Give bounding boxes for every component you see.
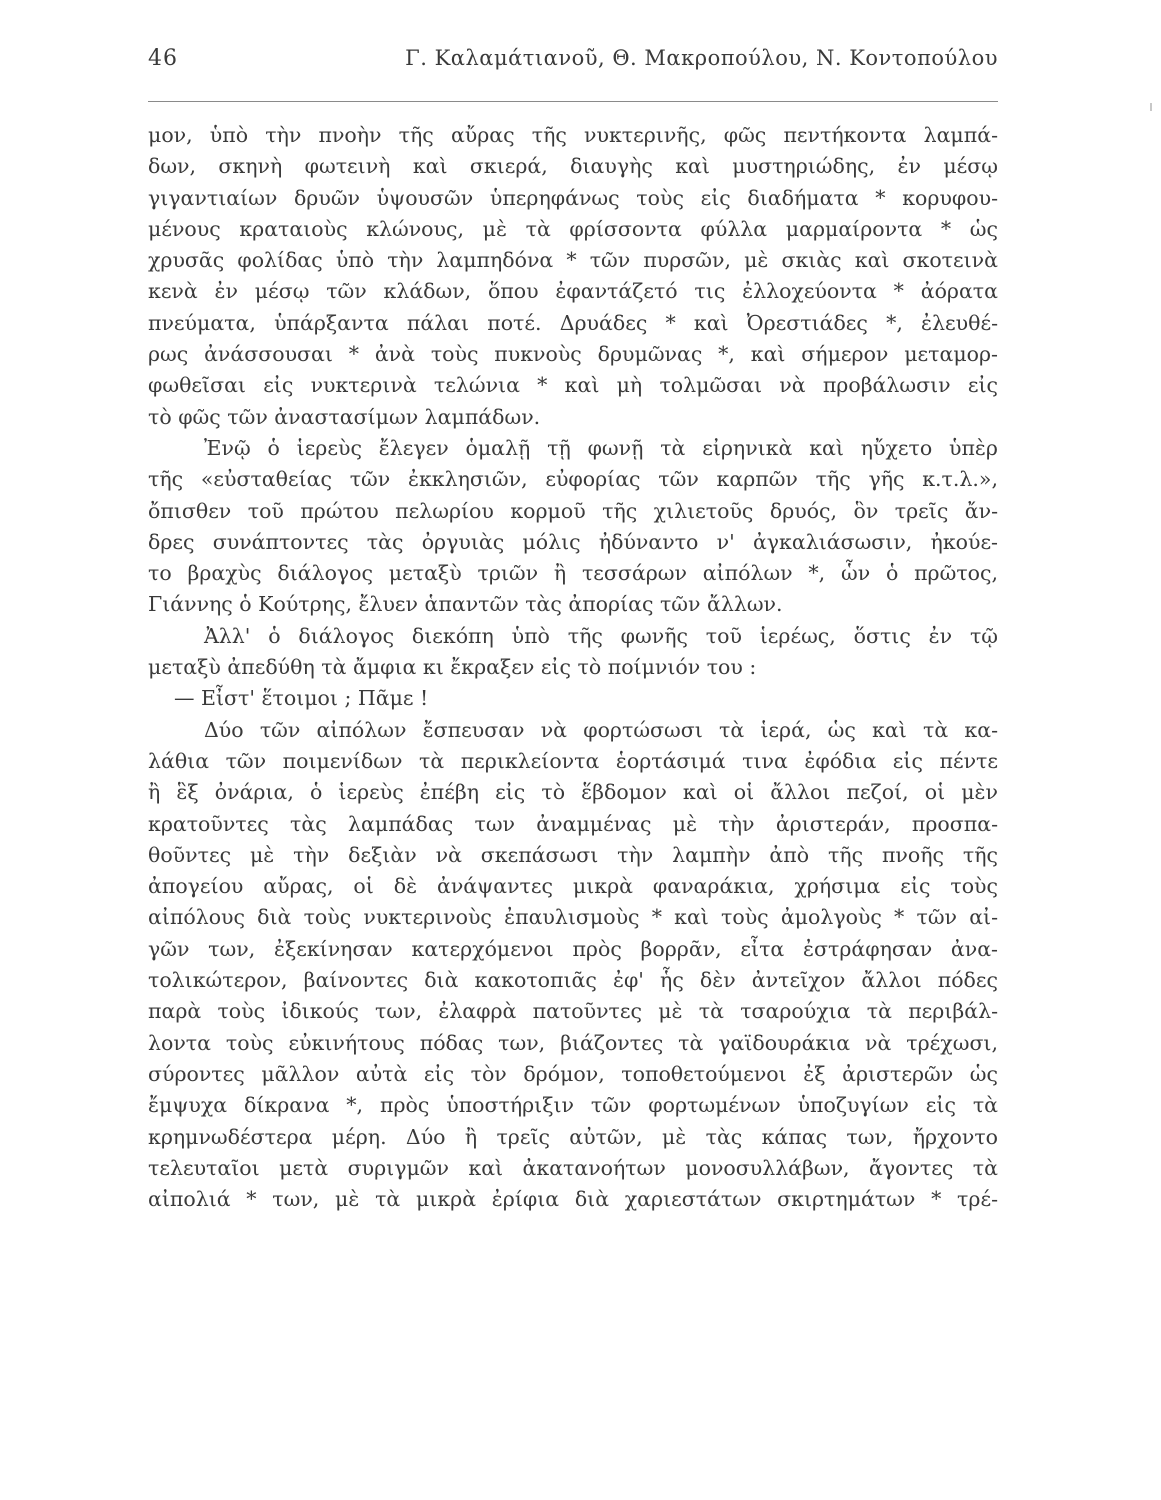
text-line: αἰπολιά * των, μὲ τὰ μικρὰ ἐρίφια διὰ χαριεστάτων σκιρτημάτων * τρέ- <box>148 1187 998 1212</box>
text-line: το βραχὺς διάλογος μεταξὺ τριῶν ἢ τεσσάρων αἰπόλων *, ὧν ὁ πρῶτος, <box>148 561 998 586</box>
text-line: χρυσᾶς φολίδας ὑπὸ τὴν λαμπηδόνα * τῶν πυρσῶν, μὲ σκιὰς καὶ σκοτεινὰ <box>148 248 998 273</box>
text-line: σύροντες μᾶλλον αὐτὰ εἰς τὸν δρόμον, τοποθετούμενοι ἐξ ἀριστερῶν ὡς <box>148 1061 998 1086</box>
text-line: δρες συνάπτοντες τὰς ὀργυιὰς μόλις ἠδύναντο ν' ἀγκαλιάσωσιν, ἠκούε- <box>148 529 998 554</box>
text-line: δων, σκηνὴ φωτεινὴ καὶ σκιερά, διαυγὴς καὶ μυστηριώδης, ἐν μέσῳ <box>148 154 998 179</box>
dialogue-line: — Εἶστ' ἕτοιμοι ; Πᾶμε ! <box>174 686 429 711</box>
text-line: τῆς «εὐσταθείας τῶν ἐκκλησιῶν, εὐφορίας τῶν καρπῶν τῆς γῆς κ.τ.λ.», <box>148 467 998 492</box>
text-line: γιγαντιαίων δρυῶν ὑψουσῶν ὑπερηφάνως τοὺς εἰς διαδήματα * κορυφου- <box>148 185 998 210</box>
text-line: Ἐνῷ ὁ ἱερεὺς ἔλεγεν ὁμαλῇ τῇ φωνῇ τὰ εἰρηνικὰ καὶ ηὔχετο ὑπὲρ <box>204 435 998 460</box>
text-line: μένους κραταιοὺς κλώνους, μὲ τὰ φρίσσοντα φύλλα μαρμαίροντα * ὡς <box>148 216 998 241</box>
text-line: λάθια τῶν ποιμενίδων τὰ περικλείοντα ἑορτάσιμά τινα ἐφόδια εἰς πέντε <box>148 748 998 773</box>
text-line: κρατοῦντες τὰς λαμπάδας των ἀναμμένας μὲ τὴν ἀριστεράν, προσπα- <box>148 811 998 836</box>
text-line: Δύο τῶν αἰπόλων ἔσπευσαν νὰ φορτώσωσι τὰ ἱερά, ὡς καὶ τὰ κα- <box>204 717 998 742</box>
text-line: λοντα τοὺς εὐκινήτους πόδας των, βιάζοντες τὰ γαϊδουράκια νὰ τρέχωσι, <box>148 1030 998 1055</box>
text-line: κενὰ ἐν μέσῳ τῶν κλάδων, ὅπου ἐφαντάζετό τις ἐλλοχεύοντα * ἀόρατα <box>148 279 998 304</box>
text-line: τελευταῖοι μετὰ συριγμῶν καὶ ἀκατανοήτων μονοσυλλάβων, ἄγοντες τὰ <box>148 1155 998 1180</box>
text-line: ἢ ἓξ ὀνάρια, ὁ ἱερεὺς ἐπέβη εἰς τὸ ἕβδομον καὶ οἱ ἄλλοι πεζοί, οἱ μὲν <box>148 780 998 805</box>
text-line: ρως ἀνάσσουσαι * ἀνὰ τοὺς πυκνοὺς δρυμῶνας *, καὶ σήμερον μεταμορ- <box>148 342 998 367</box>
text-line: φωθεῖσαι εἰς νυκτερινὰ τελώνια * καὶ μὴ τολμῶσαι νὰ προβάλωσιν εἰς <box>148 373 998 398</box>
text-line: Ἀλλ' ὁ διάλογος διεκόπη ὑπὸ τῆς φωνῆς τοῦ ἱερέως, ὅστις ἐν τῷ <box>204 623 998 648</box>
running-head: Γ. Καλαμάτιανοῦ, Θ. Μακροπούλου, Ν. Κοντοπούλου <box>405 46 998 70</box>
text-line: πνεύματα, ὑπάρξαντα πάλαι ποτέ. Δρυάδες * καὶ Ὀρεστιάδες *, ἐλευθέ- <box>148 310 998 335</box>
text-line: τὸ φῶς τῶν ἀναστασίμων λαμπάδων. <box>148 404 541 429</box>
text-line: ἔμψυχα δίκρανα *, πρὸς ὑποστήριξιν τῶν φορτωμένων ὑποζυγίων εἰς τὰ <box>148 1093 998 1118</box>
text-line: θοῦντες μὲ τὴν δεξιὰν νὰ σκεπάσωσι τὴν λαμπὴν ἀπὸ τῆς πνοῆς τῆς <box>148 842 998 867</box>
text-line: γῶν των, ἐξεκίνησαν κατερχόμενοι πρὸς βορρᾶν, εἶτα ἐστράφησαν ἀνα- <box>148 936 998 961</box>
text-line: μον, ὑπὸ τὴν πνοὴν τῆς αὔρας τῆς νυκτερινῆς, φῶς πεντήκοντα λαμπά- <box>148 123 998 147</box>
page-header <box>148 46 998 78</box>
margin-speck <box>1150 103 1152 111</box>
page-number: 46 <box>148 46 178 71</box>
text-line: ὄπισθεν τοῦ πρώτου πελωρίου κορμοῦ τῆς χιλιετοῦς δρυός, ὃν τρεῖς ἄν- <box>148 498 998 523</box>
header-rule <box>148 101 998 102</box>
text-line: τολικώτερον, βαίνοντες διὰ κακοτοπιᾶς ἐφ' ἧς δὲν ἀντεῖχον ἄλλοι πόδες <box>148 968 998 993</box>
text-line: κρημνωδέστερα μέρη. Δύο ἢ τρεῖς αὐτῶν, μὲ τὰς κάπας των, ἤρχοντο <box>148 1124 998 1149</box>
text-line: μεταξὺ ἀπεδύθη τὰ ἄμφια κι ἔκραξεν εἰς τὸ ποίμνιόν του : <box>148 655 757 680</box>
text-line: παρὰ τοὺς ἰδικούς των, ἐλαφρὰ πατοῦντες μὲ τὰ τσαρούχια τὰ περιβάλ- <box>148 999 998 1024</box>
text-line: αἰπόλους διὰ τοὺς νυκτερινοὺς ἐπαυλισμοὺς * καὶ τοὺς ἀμολγοὺς * τῶν αἰ- <box>148 905 998 930</box>
text-line: Γιάννης ὁ Κούτρης, ἔλυεν ἁπαντῶν τὰς ἀπορίας τῶν ἄλλων. <box>148 592 783 617</box>
text-line: ἀπογείου αὔρας, οἱ δὲ ἀνάψαντες μικρὰ φαναράκια, χρήσιμα εἰς τοὺς <box>148 874 998 899</box>
body-text <box>148 120 998 1215</box>
